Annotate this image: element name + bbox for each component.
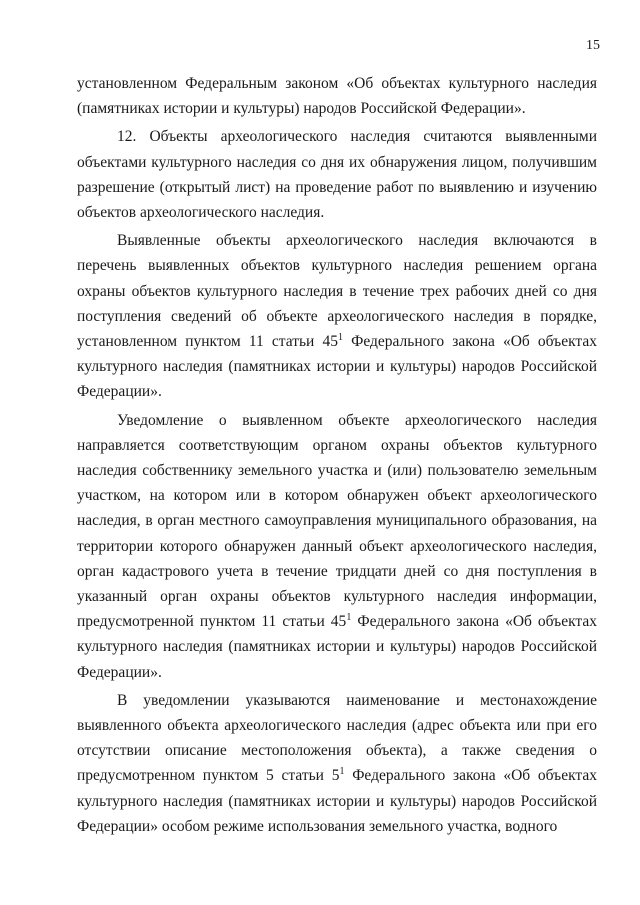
paragraph-notification-contents xyxy=(77,688,597,839)
paragraph-text: Уведомление о выявленном объекте археологического наследия направляется соответствующим органом охраны объектов культурного наследия собственнику земельного участка и (или) пользователю земельным участком, на котором или в котором обнаружен объект археологического наследия, в орган местного самоуправления муниципального образования, на территории которого обнаружен данный объект археологического наследия, орган кадастрового учета в течение тридцати дней со дня поступления в указанный орган охраны объектов культурного наследия информации, предусмотренной пунктом 11 статьи 45 xyxy=(77,411,597,631)
paragraph-inclusion-in-list xyxy=(77,228,597,404)
paragraph-text: Выявленные объекты археологического наследия включаются в перечень выявленных объектов культурного наследия решением органа охраны объектов культурного наследия в течение трех рабочих дней со дня поступления сведений об объекте археологического наследия в порядке, установленном пунктом 11 статьи 45 xyxy=(77,232,597,351)
footnote-superscript: 1 xyxy=(337,331,343,343)
footnote-superscript: 1 xyxy=(346,612,352,624)
page-number: 15 xyxy=(586,38,600,53)
paragraph-item-12 xyxy=(77,124,597,225)
document-body xyxy=(77,71,597,839)
paragraph-text: Федерального закона «Об объектах культурного наследия (памятниках истории и культуры) народов Российской Федерации». xyxy=(77,333,598,401)
paragraph-text: Федерального закона «Об объектах культурного наследия (памятниках истории и культуры) народов Российской Федерации». xyxy=(77,613,598,681)
paragraph-text: 12. Объекты археологического наследия считаются выявленными объектами культурного наследия со дня их обнаружения лицом, получившим разрешение (открытый лист) на проведение работ по выявлению и изучению объектов археологического наследия. xyxy=(77,128,597,222)
footnote-superscript: 1 xyxy=(339,766,345,778)
paragraph-text: В уведомлении указываются наименование и местонахождение выявленного объекта археологического наследия (адрес объекта или при его отсутствии описание местоположения объекта), а также сведения о предусмотренном пунктом 5 статьи 5 xyxy=(77,691,597,785)
paragraph-notification-sending xyxy=(77,408,597,685)
paragraph-continuation xyxy=(77,71,597,121)
paragraph-text: установленном Федеральным законом «Об объектах культурного наследия (памятниках истории и культуры) народов Российской Федерации». xyxy=(77,75,597,118)
paragraph-text: Федерального закона «Об объектах культурного наследия (памятниках истории и культуры) народов Российской Федерации» особом режиме использования земельного участка, водного xyxy=(77,767,597,835)
